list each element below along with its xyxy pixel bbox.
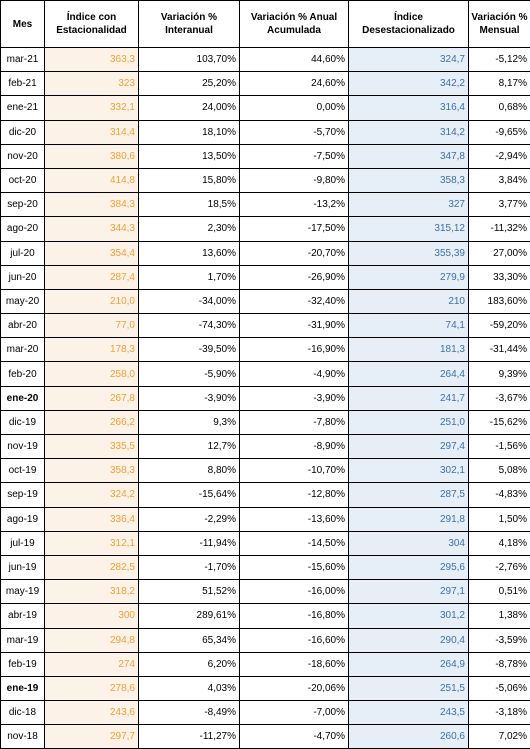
cell-variacion-interanual: 2,30%: [139, 217, 240, 241]
cell-variacion-anual-acumulada: -7,50%: [240, 144, 349, 168]
table-row: [1, 628, 530, 652]
cell-indice-estacionalidad: 318,2: [45, 580, 139, 604]
cell-mes: abr-20: [1, 314, 45, 338]
cell-variacion-mensual: -2,76%: [469, 555, 530, 579]
header-indice-estacionalidad: Índice con Estacionalidad: [45, 1, 139, 48]
cell-indice-estacionalidad: 363,3: [45, 48, 139, 72]
cell-variacion-anual-acumulada: -8,90%: [240, 435, 349, 459]
cell-indice-desestacionalizado: 260,6: [349, 725, 469, 749]
cell-indice-desestacionalizado: 302,1: [349, 459, 469, 483]
cell-variacion-mensual: 3,84%: [469, 168, 530, 192]
cell-variacion-anual-acumulada: -16,80%: [240, 604, 349, 628]
table-row: [1, 193, 530, 217]
table-row: [1, 652, 530, 676]
cell-indice-estacionalidad: 324,2: [45, 483, 139, 507]
cell-variacion-anual-acumulada: 44,60%: [240, 48, 349, 72]
table-row: [1, 265, 530, 289]
table-header: [1, 1, 530, 48]
cell-indice-estacionalidad: 344,3: [45, 217, 139, 241]
table-row: [1, 435, 530, 459]
cell-mes: may-20: [1, 289, 45, 313]
table-row: [1, 580, 530, 604]
cell-variacion-interanual: -2,29%: [139, 507, 240, 531]
cell-indice-desestacionalizado: 314,2: [349, 120, 469, 144]
cell-mes: oct-20: [1, 168, 45, 192]
cell-mes: jun-20: [1, 265, 45, 289]
header-variacion-mensual: Variación % Mensual: [469, 1, 530, 48]
cell-indice-desestacionalizado: 304: [349, 531, 469, 555]
cell-mes: jul-19: [1, 531, 45, 555]
cell-variacion-interanual: 8,80%: [139, 459, 240, 483]
cell-variacion-mensual: -3,67%: [469, 386, 530, 410]
table-row: [1, 314, 530, 338]
table-row: [1, 555, 530, 579]
cell-variacion-anual-acumulada: -13,60%: [240, 507, 349, 531]
cell-variacion-interanual: 1,70%: [139, 265, 240, 289]
cell-variacion-mensual: -5,06%: [469, 676, 530, 700]
cell-variacion-mensual: -59,20%: [469, 314, 530, 338]
cell-variacion-mensual: -9,65%: [469, 120, 530, 144]
cell-variacion-interanual: 103,70%: [139, 48, 240, 72]
cell-indice-desestacionalizado: 243,5: [349, 701, 469, 725]
cell-indice-desestacionalizado: 210: [349, 289, 469, 313]
cell-indice-desestacionalizado: 297,4: [349, 435, 469, 459]
cell-variacion-anual-acumulada: -18,60%: [240, 652, 349, 676]
cell-variacion-mensual: 33,30%: [469, 265, 530, 289]
cell-variacion-interanual: 65,34%: [139, 628, 240, 652]
cell-variacion-mensual: 9,39%: [469, 362, 530, 386]
cell-indice-desestacionalizado: 295,6: [349, 555, 469, 579]
cell-variacion-mensual: -2,94%: [469, 144, 530, 168]
cell-mes: jul-20: [1, 241, 45, 265]
cell-indice-estacionalidad: 335,5: [45, 435, 139, 459]
cell-variacion-anual-acumulada: -14,50%: [240, 531, 349, 555]
cell-indice-estacionalidad: 77,0: [45, 314, 139, 338]
cell-mes: nov-19: [1, 435, 45, 459]
cell-indice-desestacionalizado: 315,12: [349, 217, 469, 241]
cell-variacion-interanual: -11,94%: [139, 531, 240, 555]
cell-indice-estacionalidad: 323: [45, 72, 139, 96]
cell-variacion-anual-acumulada: -15,60%: [240, 555, 349, 579]
cell-variacion-anual-acumulada: -13,2%: [240, 193, 349, 217]
cell-variacion-interanual: 4,03%: [139, 676, 240, 700]
cell-mes: may-19: [1, 580, 45, 604]
cell-indice-desestacionalizado: 251,0: [349, 410, 469, 434]
cell-variacion-mensual: 3,77%: [469, 193, 530, 217]
cell-indice-estacionalidad: 358,3: [45, 459, 139, 483]
table-row: [1, 338, 530, 362]
cell-variacion-interanual: -15,64%: [139, 483, 240, 507]
table-row: [1, 531, 530, 555]
cell-indice-estacionalidad: 258,0: [45, 362, 139, 386]
cell-indice-desestacionalizado: 181,3: [349, 338, 469, 362]
cell-variacion-interanual: 24,00%: [139, 96, 240, 120]
table-row: [1, 241, 530, 265]
table-row: [1, 725, 530, 749]
cell-variacion-mensual: -8,78%: [469, 652, 530, 676]
cell-variacion-anual-acumulada: -16,90%: [240, 338, 349, 362]
cell-variacion-anual-acumulada: -10,70%: [240, 459, 349, 483]
cell-mes: sep-20: [1, 193, 45, 217]
cell-variacion-anual-acumulada: -17,50%: [240, 217, 349, 241]
table-row: [1, 217, 530, 241]
cell-variacion-interanual: -1,70%: [139, 555, 240, 579]
cell-variacion-mensual: 27,00%: [469, 241, 530, 265]
cell-variacion-mensual: -3,59%: [469, 628, 530, 652]
cell-variacion-anual-acumulada: -32,40%: [240, 289, 349, 313]
cell-indice-estacionalidad: 294,8: [45, 628, 139, 652]
cell-mes: mar-21: [1, 48, 45, 72]
cell-indice-estacionalidad: 266,2: [45, 410, 139, 434]
cell-variacion-anual-acumulada: 0,00%: [240, 96, 349, 120]
header-variacion-anual-acumulada: Variación % Anual Acumulada: [240, 1, 349, 48]
cell-variacion-interanual: 12,7%: [139, 435, 240, 459]
table-row: [1, 507, 530, 531]
cell-mes: mar-19: [1, 628, 45, 652]
cell-variacion-anual-acumulada: 24,60%: [240, 72, 349, 96]
cell-variacion-mensual: -1,56%: [469, 435, 530, 459]
cell-variacion-interanual: -39,50%: [139, 338, 240, 362]
cell-indice-desestacionalizado: 301,2: [349, 604, 469, 628]
cell-mes: feb-20: [1, 362, 45, 386]
cell-variacion-interanual: 15,80%: [139, 168, 240, 192]
cell-variacion-anual-acumulada: -20,70%: [240, 241, 349, 265]
cell-variacion-interanual: 25,20%: [139, 72, 240, 96]
cell-indice-desestacionalizado: 327: [349, 193, 469, 217]
cell-indice-desestacionalizado: 264,9: [349, 652, 469, 676]
cell-variacion-mensual: 4,18%: [469, 531, 530, 555]
cell-indice-estacionalidad: 278,6: [45, 676, 139, 700]
cell-indice-estacionalidad: 300: [45, 604, 139, 628]
table-row: [1, 459, 530, 483]
cell-indice-estacionalidad: 384,3: [45, 193, 139, 217]
cell-indice-estacionalidad: 314,4: [45, 120, 139, 144]
cell-variacion-interanual: -11,27%: [139, 725, 240, 749]
cell-indice-estacionalidad: 354,4: [45, 241, 139, 265]
cell-variacion-mensual: -3,18%: [469, 701, 530, 725]
cell-variacion-anual-acumulada: -4,90%: [240, 362, 349, 386]
cell-mes: abr-19: [1, 604, 45, 628]
cell-indice-desestacionalizado: 342,2: [349, 72, 469, 96]
cell-variacion-anual-acumulada: -3,90%: [240, 386, 349, 410]
cell-variacion-interanual: -5,90%: [139, 362, 240, 386]
table-row: [1, 701, 530, 725]
table-row: [1, 604, 530, 628]
table-row: [1, 168, 530, 192]
header-mes: Mes: [1, 1, 45, 48]
cell-variacion-mensual: 1,50%: [469, 507, 530, 531]
cell-mes: ago-19: [1, 507, 45, 531]
cell-indice-desestacionalizado: 290,4: [349, 628, 469, 652]
cell-variacion-anual-acumulada: -12,80%: [240, 483, 349, 507]
cell-variacion-interanual: -3,90%: [139, 386, 240, 410]
cell-variacion-interanual: 13,50%: [139, 144, 240, 168]
cell-indice-desestacionalizado: 316,4: [349, 96, 469, 120]
cell-variacion-interanual: -8,49%: [139, 701, 240, 725]
header-variacion-interanual: Variación % Interanual: [139, 1, 240, 48]
table-row: [1, 386, 530, 410]
cell-indice-desestacionalizado: 264,4: [349, 362, 469, 386]
cell-variacion-anual-acumulada: -7,00%: [240, 701, 349, 725]
cell-mes: jun-19: [1, 555, 45, 579]
table-row: [1, 72, 530, 96]
cell-mes: feb-21: [1, 72, 45, 96]
cell-indice-estacionalidad: 297,7: [45, 725, 139, 749]
cell-variacion-anual-acumulada: -20,06%: [240, 676, 349, 700]
cell-indice-desestacionalizado: 297,1: [349, 580, 469, 604]
cell-variacion-mensual: 183,60%: [469, 289, 530, 313]
table-row: [1, 289, 530, 313]
cell-indice-estacionalidad: 210,0: [45, 289, 139, 313]
cell-mes: nov-18: [1, 725, 45, 749]
cell-variacion-interanual: -34,00%: [139, 289, 240, 313]
cell-mes: dic-18: [1, 701, 45, 725]
cell-mes: dic-20: [1, 120, 45, 144]
cell-variacion-anual-acumulada: -9,80%: [240, 168, 349, 192]
table-row: [1, 483, 530, 507]
cell-variacion-mensual: -15,62%: [469, 410, 530, 434]
cell-variacion-interanual: 289,61%: [139, 604, 240, 628]
cell-variacion-mensual: -5,12%: [469, 48, 530, 72]
cell-indice-desestacionalizado: 287,5: [349, 483, 469, 507]
header-row: [1, 1, 530, 48]
cell-mes: nov-20: [1, 144, 45, 168]
cell-mes: mar-20: [1, 338, 45, 362]
table-row: [1, 362, 530, 386]
cell-indice-desestacionalizado: 241,7: [349, 386, 469, 410]
cell-variacion-mensual: 0,51%: [469, 580, 530, 604]
cell-variacion-mensual: 7,02%: [469, 725, 530, 749]
table-row: [1, 676, 530, 700]
table-row: [1, 410, 530, 434]
cell-indice-desestacionalizado: 291,8: [349, 507, 469, 531]
cell-variacion-mensual: 0,68%: [469, 96, 530, 120]
cell-variacion-anual-acumulada: -5,70%: [240, 120, 349, 144]
cell-indice-estacionalidad: 274: [45, 652, 139, 676]
header-indice-desestacionalizado: Índice Desestacionalizado: [349, 1, 469, 48]
cell-indice-estacionalidad: 243,6: [45, 701, 139, 725]
cell-mes: ene-21: [1, 96, 45, 120]
cell-variacion-mensual: 8,17%: [469, 72, 530, 96]
cell-indice-estacionalidad: 380,6: [45, 144, 139, 168]
cell-indice-estacionalidad: 267,8: [45, 386, 139, 410]
cell-indice-estacionalidad: 312,1: [45, 531, 139, 555]
table-body: [1, 48, 530, 749]
cell-variacion-anual-acumulada: -26,90%: [240, 265, 349, 289]
cell-variacion-anual-acumulada: -16,00%: [240, 580, 349, 604]
cell-mes: sep-19: [1, 483, 45, 507]
cell-indice-desestacionalizado: 279,9: [349, 265, 469, 289]
cell-indice-desestacionalizado: 324,7: [349, 48, 469, 72]
table-row: [1, 144, 530, 168]
cell-variacion-anual-acumulada: -7,80%: [240, 410, 349, 434]
cell-variacion-interanual: -74,30%: [139, 314, 240, 338]
cell-variacion-anual-acumulada: -4,70%: [240, 725, 349, 749]
cell-variacion-interanual: 13,60%: [139, 241, 240, 265]
cell-variacion-mensual: 1,38%: [469, 604, 530, 628]
cell-variacion-interanual: 18,10%: [139, 120, 240, 144]
cell-indice-desestacionalizado: 74,1: [349, 314, 469, 338]
cell-mes: oct-19: [1, 459, 45, 483]
cell-variacion-interanual: 9,3%: [139, 410, 240, 434]
cell-variacion-interanual: 18,5%: [139, 193, 240, 217]
cell-variacion-anual-acumulada: -16,60%: [240, 628, 349, 652]
cell-indice-desestacionalizado: 358,3: [349, 168, 469, 192]
cell-indice-estacionalidad: 332,1: [45, 96, 139, 120]
cell-indice-desestacionalizado: 251,5: [349, 676, 469, 700]
cell-variacion-interanual: 6,20%: [139, 652, 240, 676]
cell-mes: dic-19: [1, 410, 45, 434]
cell-variacion-anual-acumulada: -31,90%: [240, 314, 349, 338]
cell-variacion-mensual: -31,44%: [469, 338, 530, 362]
cell-indice-estacionalidad: 282,5: [45, 555, 139, 579]
cell-indice-estacionalidad: 336,4: [45, 507, 139, 531]
cell-indice-estacionalidad: 178,3: [45, 338, 139, 362]
cell-indice-estacionalidad: 414,8: [45, 168, 139, 192]
cell-mes: ene-20: [1, 386, 45, 410]
cell-variacion-mensual: 5,08%: [469, 459, 530, 483]
cell-mes: feb-19: [1, 652, 45, 676]
cell-variacion-mensual: -11,32%: [469, 217, 530, 241]
table-row: [1, 96, 530, 120]
cell-indice-estacionalidad: 287,4: [45, 265, 139, 289]
table-row: [1, 48, 530, 72]
cell-variacion-interanual: 51,52%: [139, 580, 240, 604]
table-row: [1, 120, 530, 144]
cell-mes: ene-19: [1, 676, 45, 700]
cell-indice-desestacionalizado: 347,8: [349, 144, 469, 168]
cell-indice-desestacionalizado: 355,39: [349, 241, 469, 265]
cell-variacion-mensual: -4,83%: [469, 483, 530, 507]
cell-mes: ago-20: [1, 217, 45, 241]
